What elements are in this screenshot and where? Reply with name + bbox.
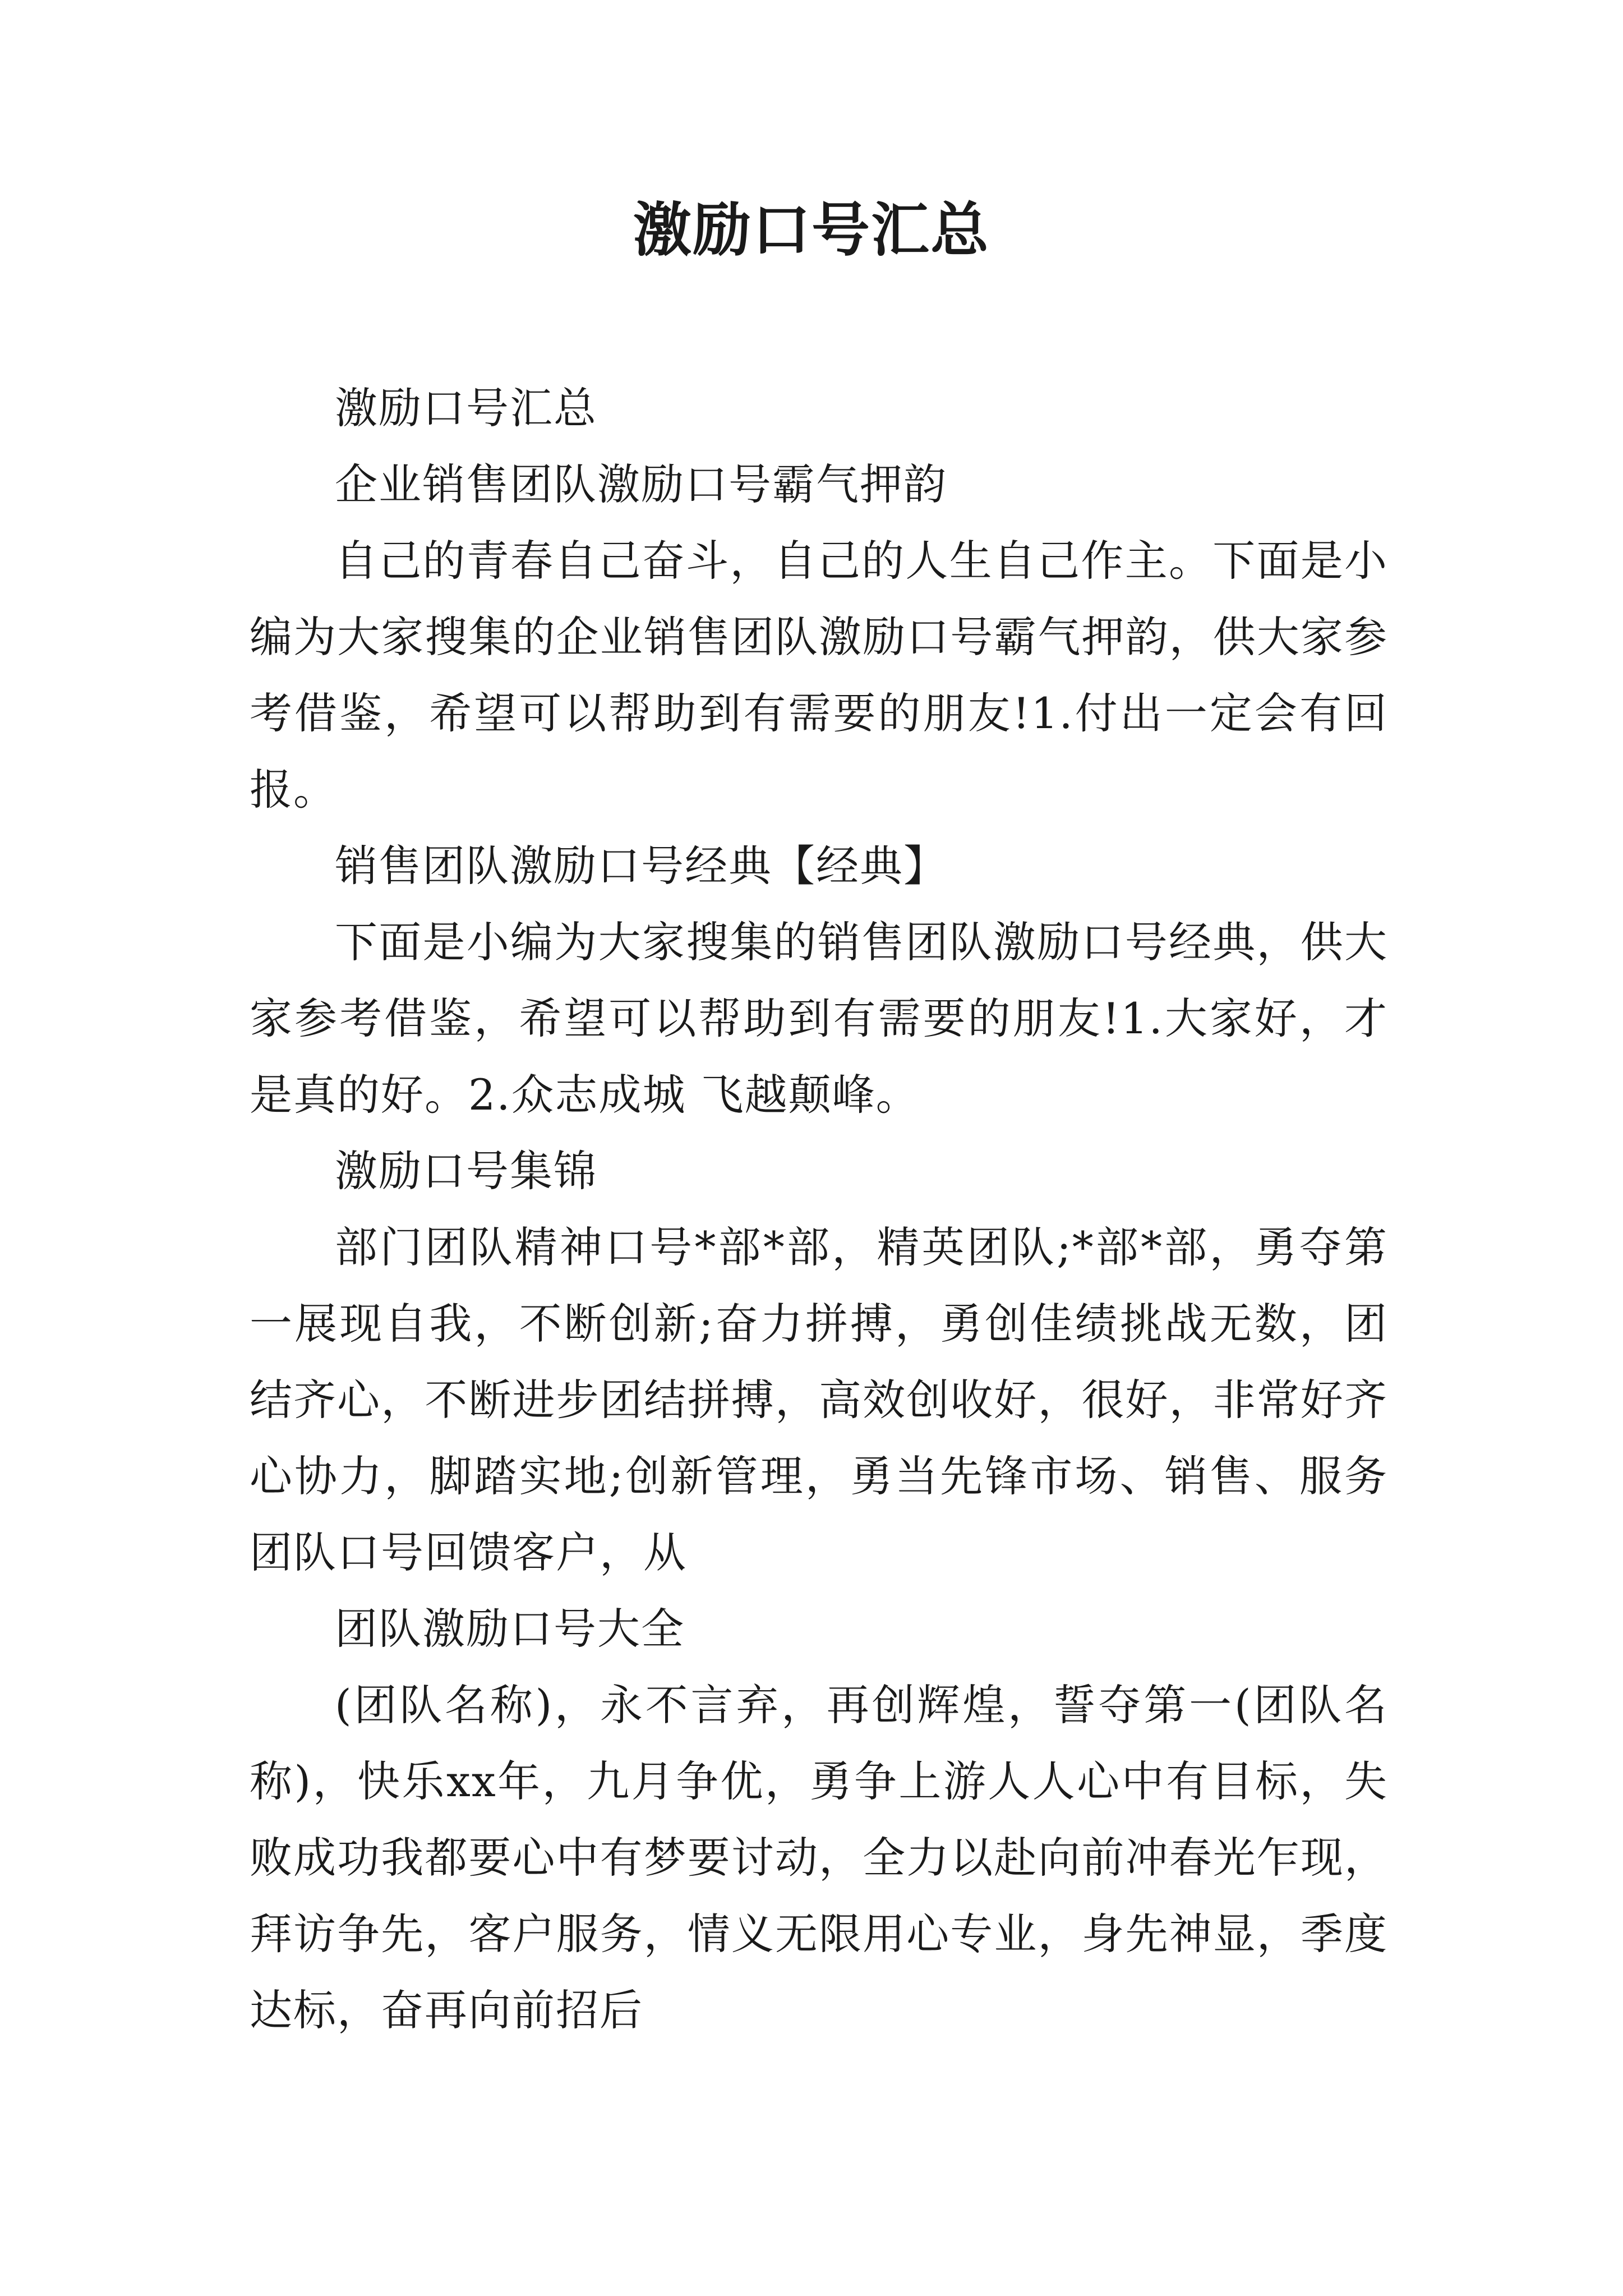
body-paragraph: 自己的青春自己奋斗，自己的人生自己作主。下面是小编为大家搜集的企业销售团队激励口号霸气押韵，供大家参考借鉴，希望可以帮助到有需要的朋友!1.付出一定会有回报。 xyxy=(250,536,1388,815)
section-heading: 销售团队激励口号经典【经典】 xyxy=(335,841,947,891)
document-title: 激励口号汇总 xyxy=(633,195,990,264)
section-heading: 激励口号汇总 xyxy=(335,383,597,433)
document-body xyxy=(250,370,1388,2049)
section-heading: 企业销售团队激励口号霸气押韵 xyxy=(335,459,947,509)
section-heading: 团队激励口号大全 xyxy=(335,1604,685,1654)
section-heading: 激励口号集锦 xyxy=(335,1146,597,1196)
body-paragraph: (团队名称)，永不言弃，再创辉煌，誓夺第一(团队名称)，快乐xx年，九月争优，勇争上游人人心中有目标，失败成功我都要心中有梦要讨动，全力以赴向前冲春光乍现，拜访争先，客户服务，情义无限用心专业，身先神显，季度达标，奋再向前招后 xyxy=(250,1680,1388,2035)
body-paragraph: 下面是小编为大家搜集的销售团队激励口号经典，供大家参考借鉴，希望可以帮助到有需要的朋友!1.大家好，才是真的好。2.众志成城 飞越颠峰。 xyxy=(250,917,1388,1120)
body-paragraph: 部门团队精神口号*部*部，精英团队;*部*部，勇夺第一展现自我，不断创新;奋力拼搏，勇创佳绩挑战无数，团结齐心，不断进步团结拼搏，高效创收好，很好，非常好齐心协力，脚踏实地;创新管理，勇当先锋市场、销售、服务团队口号回馈客户，从 xyxy=(250,1222,1388,1577)
